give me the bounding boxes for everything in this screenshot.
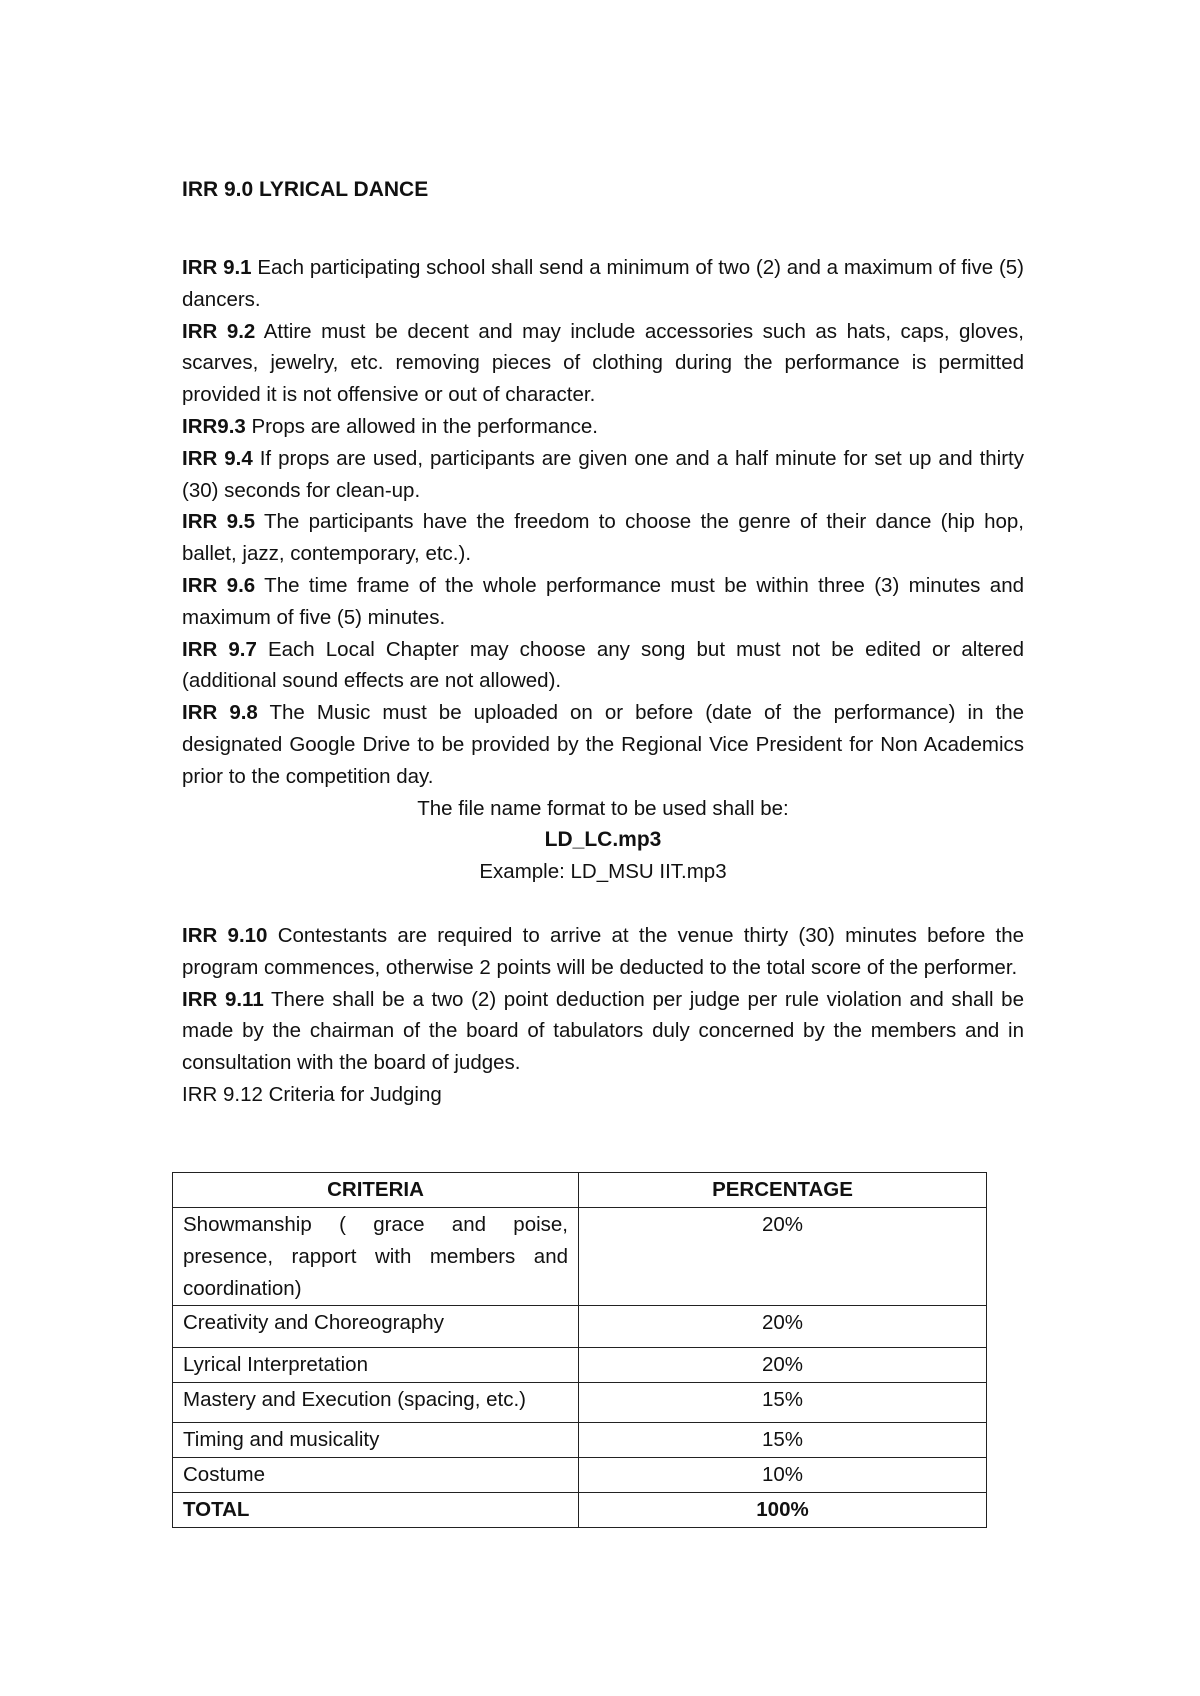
percentage-cell: 20% xyxy=(579,1208,987,1306)
rule-text: Each Local Chapter may choose any song but must not be edited or altered (additional sound effects are not allowed). xyxy=(182,637,1024,693)
rule-9-10 xyxy=(182,920,1024,984)
table-total-row xyxy=(173,1492,987,1527)
table-row xyxy=(173,1383,987,1423)
file-format-name: LD_LC.mp3 xyxy=(544,828,662,852)
rule-text: If props are used, participants are given one and a half minute for set up and thirty (30) seconds for clean-up. xyxy=(182,446,1024,502)
header-percentage: PERCENTAGE xyxy=(579,1173,987,1208)
table-row xyxy=(173,1348,987,1383)
rule-text: There shall be a two (2) point deduction per judge per rule violation and shall be made by the chairman of the board of tabulators duly concerned by the members and in consultation with the board of judges. xyxy=(182,987,1024,1075)
rule-text: The Music must be uploaded on or before (date of the performance) in the designated Google Drive to be provided by the Regional Vice President for Non Academics prior to the competition day. xyxy=(182,701,1025,788)
criteria-cell: Creativity and Choreography xyxy=(173,1306,579,1348)
rule-text: Attire must be decent and may include accessories such as hats, caps, gloves, scarves, jewelry, etc. removing pieces of clothing during the performance is permitted provided it is not offensive or out of character. xyxy=(182,319,1025,407)
rule-9-6 xyxy=(182,570,1024,634)
document-body xyxy=(182,174,1024,1111)
rule-text: Each participating school shall send a minimum of two (2) and a maximum of five (5) dancers. xyxy=(182,256,1025,311)
document-title: IRR 9.0 LYRICAL DANCE xyxy=(182,178,429,201)
table-row xyxy=(173,1457,987,1492)
file-format-example: Example: LD_MSU IIT.mp3 xyxy=(479,860,727,884)
rule-id: IRR 9.1 xyxy=(182,256,252,279)
percentage-cell: 10% xyxy=(579,1457,987,1492)
table-header-row xyxy=(173,1173,987,1208)
criteria-cell: Timing and musicality xyxy=(173,1423,579,1458)
table-row xyxy=(173,1423,987,1458)
criteria-label: IRR 9.12 Criteria for Judging xyxy=(182,1082,442,1106)
table-row xyxy=(173,1306,987,1348)
rule-id: IRR 9.7 xyxy=(182,637,257,661)
percentage-cell: 20% xyxy=(579,1348,987,1383)
rule-id: IRR 9.11 xyxy=(182,987,264,1011)
rule-9-3 xyxy=(182,411,1024,443)
rule-9-5 xyxy=(182,506,1024,570)
rule-9-1 xyxy=(182,252,1024,316)
rule-id: IRR 9.5 xyxy=(182,510,256,534)
total-label: TOTAL xyxy=(173,1492,579,1527)
table-row xyxy=(173,1208,987,1306)
rule-text: The participants have the freedom to choose the genre of their dance (hip hop, ballet, jazz, contemporary, etc.). xyxy=(182,510,1024,566)
criteria-cell: Costume xyxy=(173,1457,579,1492)
rule-id: IRR 9.8 xyxy=(182,701,258,725)
rule-text: Props are allowed in the performance. xyxy=(245,414,598,438)
criteria-cell: Lyrical Interpretation xyxy=(173,1348,579,1383)
rule-9-11 xyxy=(182,984,1024,1079)
spacer xyxy=(182,888,1024,920)
rule-id: IRR 9.10 xyxy=(182,923,268,947)
rule-id: IRR 9.4 xyxy=(182,446,253,470)
rule-9-4 xyxy=(182,443,1024,507)
file-format-intro: The file name format to be used shall be: xyxy=(417,796,789,820)
percentage-cell: 15% xyxy=(579,1383,987,1423)
criteria-table xyxy=(172,1172,987,1528)
rule-text: Contestants are required to arrive at the venue thirty (30) minutes before the program commences, otherwise 2 points will be deducted to the total score of the performer. xyxy=(182,923,1024,979)
rule-9-2 xyxy=(182,316,1024,411)
header-criteria: CRITERIA xyxy=(173,1173,579,1208)
total-percentage: 100% xyxy=(579,1492,987,1527)
percentage-cell: 15% xyxy=(579,1423,987,1458)
rule-id: IRR 9.2 xyxy=(182,319,256,343)
rule-9-7 xyxy=(182,634,1024,698)
rule-id: IRR9.3 xyxy=(182,414,246,438)
rule-id: IRR 9.6 xyxy=(182,573,256,597)
percentage-cell: 20% xyxy=(579,1306,987,1348)
rule-9-8 xyxy=(182,697,1024,792)
criteria-cell: Mastery and Execution (spacing, etc.) xyxy=(173,1383,579,1423)
criteria-cell: Showmanship ( grace and poise, presence, rapport with members and coordination) xyxy=(173,1208,579,1306)
rule-text: The time frame of the whole performance must be within three (3) minutes and maximum of five (5) minutes. xyxy=(182,573,1024,629)
